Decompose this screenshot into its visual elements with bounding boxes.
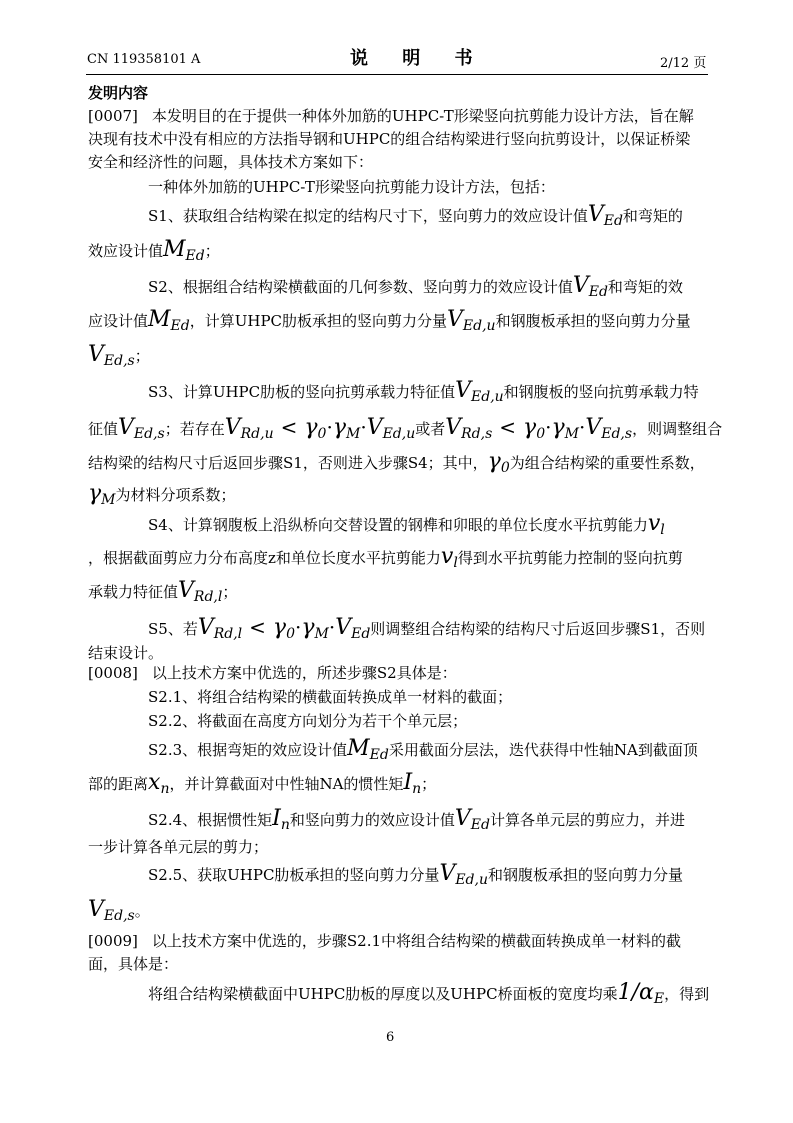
- paragraph-0007-line3: 安全和经济性的问题，具体技术方案如下：: [88, 153, 374, 171]
- step-s2-4-line1: [148, 808, 685, 836]
- step-s1-line1: [148, 204, 683, 232]
- text: S3、计算UHPC肋板的竖向抗剪承载力特征值: [148, 383, 456, 401]
- paragraph-0008-line1: [88, 662, 457, 684]
- text: ；: [222, 583, 238, 601]
- text: 承载力特征值: [88, 583, 179, 601]
- text: 本发明目的在于提供一种体外加筋的UHPC-T形梁竖向抗剪能力设计方法，旨在解: [151, 107, 694, 125]
- step-s2-3-line2: [88, 772, 436, 800]
- math-inequality-s: $V_{Rd,s} < \gamma_0\cdot\gamma_M\cdot V_{Ed,s}$: [445, 415, 633, 442]
- paragraph-tag: [0009]: [88, 932, 138, 950]
- text: 和弯矩的效: [607, 278, 683, 296]
- section-title: 发明内容: [88, 84, 149, 102]
- step-s2-4-line2: 一步计算各单元层的剪力；: [88, 838, 269, 856]
- math-I-n: $I_n$: [403, 770, 422, 797]
- math-V-Ed: $V_{Ed}$: [454, 806, 490, 833]
- step-s2-2: S2.2、将截面在高度方向划分为若干个单元层；: [148, 712, 468, 730]
- text: 将组合结构梁横截面中UHPC肋板的厚度以及UHPC桥面板的宽度均乘: [148, 985, 618, 1003]
- document-title: 说 明 书: [350, 48, 487, 69]
- page-count: 2/12 页: [660, 56, 707, 71]
- step-s5-line1: [148, 616, 705, 645]
- text: ；: [134, 347, 150, 365]
- text: S2、根据组合结构梁横截面的几何参数、竖向剪力的效应设计值: [148, 278, 573, 296]
- text: 和钢腹板承担的竖向剪力分量: [495, 312, 691, 330]
- paragraph-tag: [0008]: [88, 664, 138, 682]
- step-s3-line2: [88, 416, 722, 445]
- math-M-Ed: $M_{Ed}$: [148, 307, 190, 334]
- text: 采用截面分层法，迭代获得中性轴NA到截面顶: [388, 741, 698, 759]
- text: 效应设计值: [88, 242, 164, 260]
- math-V-Ed: $V_{Ed}$: [587, 202, 623, 229]
- paragraph-tag: [0007]: [88, 107, 138, 125]
- step-s2-line3: [88, 344, 150, 372]
- paragraph-0007-line2: 决现有技术中没有相应的方法指导钢和UHPC的组合结构梁进行竖向抗剪设计，以保证桥梁: [88, 130, 691, 148]
- math-V-Rdl: $V_{Rd,l}$: [178, 578, 223, 605]
- text: 征值: [88, 420, 119, 438]
- step-s2-3-line1: [148, 738, 698, 766]
- text: 和弯矩的: [622, 207, 683, 225]
- paragraph-0009-line2: 面，具体是：: [88, 955, 179, 973]
- math-gamma-M: $\gamma_M$: [88, 481, 116, 508]
- text: S4、计算钢腹板上沿纵桥向交替设置的钢榫和卯眼的单位长度水平抗剪能力: [148, 516, 648, 534]
- math-I-n: $I_n$: [272, 806, 290, 833]
- math-inequality-l: $V_{Rd,l} < \gamma_0\cdot\gamma_M\cdot V_{Ed}$: [197, 615, 371, 642]
- text: S2.4、根据惯性矩: [148, 811, 273, 829]
- text: 结构梁的结构尺寸后返回步骤S1，否则进入步骤S4；其中，: [88, 454, 488, 472]
- math-V-Edu: $V_{Ed,u}$: [455, 378, 504, 405]
- step-s2-5-line2: [88, 899, 150, 927]
- text: ；若存在: [164, 420, 225, 438]
- page-header: [0, 44, 793, 74]
- text: 应设计值: [88, 312, 149, 330]
- math-x-n: $x_n$: [148, 770, 170, 797]
- header-divider: [86, 74, 708, 75]
- last-line: [148, 982, 709, 1010]
- text: 和钢腹板承担的竖向剪力分量: [487, 866, 683, 884]
- text: ；: [421, 775, 437, 793]
- paragraph-0007-line1: [88, 105, 694, 127]
- math-V-Edu: $V_{Ed,u}$: [447, 307, 496, 334]
- text: 以上技术方案中优选的，所述步骤S2具体是：: [151, 664, 457, 682]
- step-s2-line1: [148, 275, 683, 303]
- math-V-Edu: $V_{Ed,u}$: [439, 861, 488, 888]
- math-inequality-u: $V_{Rd,u} < \gamma_0\cdot\gamma_M\cdot V_{Ed,u}$: [224, 415, 416, 442]
- publication-number: CN 119358101 A: [87, 52, 201, 67]
- step-s4-line1: [148, 513, 665, 541]
- math-V-Ed: $V_{Ed}$: [572, 273, 608, 300]
- text: 和钢腹板的竖向抗剪承载力特: [503, 383, 699, 401]
- math-V-Eds: $V_{Ed,s}$: [88, 342, 135, 369]
- math-v-l: $v_l$: [440, 544, 458, 571]
- page-number: 6: [386, 1030, 395, 1045]
- text: 为材料分项系数；: [115, 486, 236, 504]
- text: ，并计算截面对中性轴NA的惯性矩: [169, 775, 404, 793]
- math-V-Eds: $V_{Ed,s}$: [88, 897, 135, 924]
- step-s5-line2: 结束设计。: [88, 644, 164, 662]
- text: 和竖向剪力的效应设计值: [289, 811, 455, 829]
- text: 为组合结构梁的重要性系数，: [509, 454, 705, 472]
- text: ；: [204, 242, 220, 260]
- text: ，根据截面剪应力分布高度z和单位长度水平抗剪能力: [88, 549, 441, 567]
- text: S2.3、根据弯矩的效应设计值: [148, 741, 348, 759]
- math-gamma-0: $\gamma_0$: [487, 449, 510, 476]
- math-M-Ed: $M_{Ed}$: [347, 736, 389, 763]
- step-s4-line3: [88, 580, 237, 608]
- text: S5、若: [148, 620, 198, 638]
- method-intro: 一种体外加筋的UHPC-T形梁竖向抗剪能力设计方法，包括：: [148, 178, 555, 196]
- math-M-Ed: $M_{Ed}$: [163, 237, 205, 264]
- step-s4-line2: [88, 546, 683, 574]
- paragraph-0009-line1: [88, 930, 681, 952]
- text: 得到水平抗剪能力控制的竖向抗剪: [457, 549, 683, 567]
- text: 计算各单元层的剪应力，并进: [489, 811, 685, 829]
- text: 或者: [415, 420, 446, 438]
- text: S2.5、获取UHPC肋板承担的竖向剪力分量: [148, 866, 440, 884]
- step-s1-line2: [88, 239, 220, 267]
- text: S1、获取组合结构梁在拟定的结构尺寸下，竖向剪力的效应设计值: [148, 207, 588, 225]
- math-one-over-alpha-E: $1/\alpha_E$: [617, 980, 665, 1007]
- step-s3-line4: [88, 483, 236, 511]
- text: ，得到: [664, 985, 710, 1003]
- step-s3-line1: [148, 380, 699, 408]
- text: ，则调整组合: [632, 420, 723, 438]
- math-v-l: $v_l$: [647, 511, 665, 538]
- math-V-Eds: $V_{Ed,s}$: [118, 415, 165, 442]
- text: 部的距离: [88, 775, 149, 793]
- text: 以上技术方案中优选的，步骤S2.1中将组合结构梁的横截面转换成单一材料的截: [151, 932, 682, 950]
- text: ，计算UHPC肋板承担的竖向剪力分量: [189, 312, 448, 330]
- step-s2-5-line1: [148, 863, 683, 891]
- step-s2-1: S2.1、将组合结构梁的横截面转换成单一材料的截面；: [148, 688, 513, 706]
- step-s2-line2: [88, 309, 691, 337]
- text: 。: [134, 902, 150, 920]
- step-s3-line3: [88, 451, 705, 479]
- text: 则调整组合结构梁的结构尺寸后返回步骤S1，否则: [370, 620, 706, 638]
